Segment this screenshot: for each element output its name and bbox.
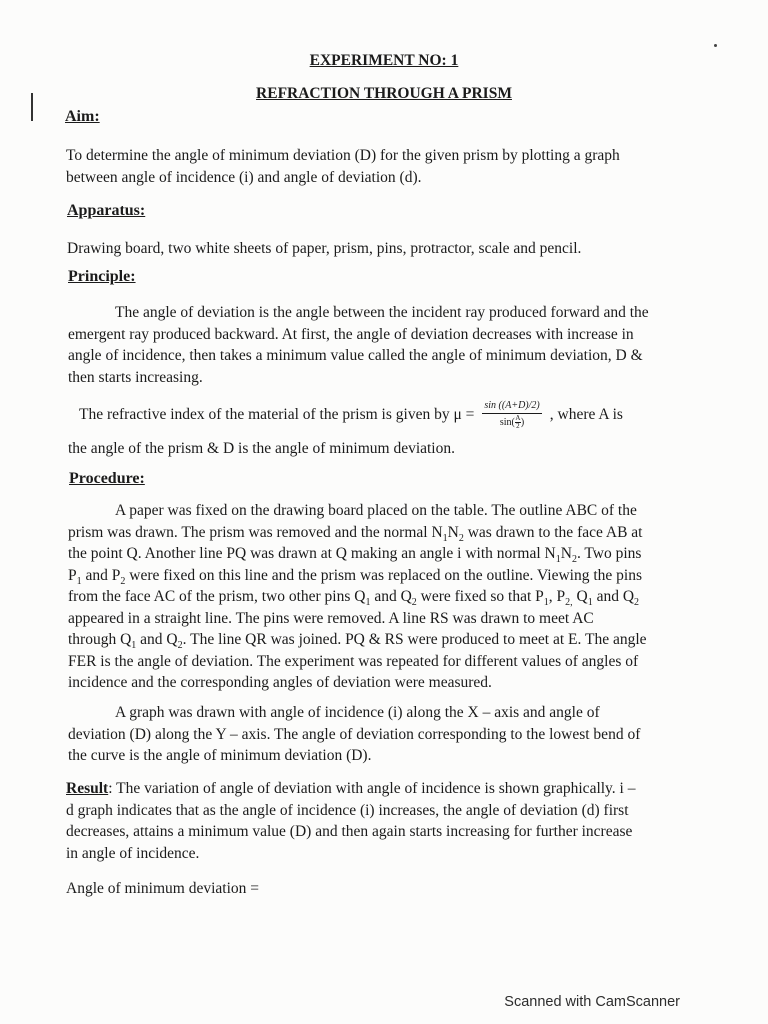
formula-prefix: The refractive index of the material of the prism is given by μ = — [79, 406, 475, 423]
procedure-line-9: incidence and the corresponding angles of deviation were measured. — [68, 674, 492, 691]
principle-line-3: angle of incidence, then takes a minimum value called the angle of minimum deviation, D & — [68, 347, 643, 364]
formula-suffix: , where A is — [549, 406, 623, 423]
principle-line-1: The angle of deviation is the angle between the incident ray produced forward and the — [115, 304, 649, 321]
result-section — [66, 778, 686, 864]
formula-continuation: the angle of the prism & D is the angle of minimum deviation. — [68, 440, 455, 457]
result-line-4: in angle of incidence. — [66, 844, 200, 862]
principle-line-4: then starts increasing. — [68, 368, 203, 386]
aim-line-2: between angle of incidence (i) and angle of deviation (d). — [66, 168, 422, 186]
experiment-title: EXPERIMENT NO: 1 — [309, 52, 459, 69]
result-heading: Result — [66, 780, 109, 797]
result-line-3: decreases, attains a minimum value (D) and then again starts increasing for further increase — [66, 823, 633, 840]
procedure-paragraph-2 — [68, 702, 684, 767]
procedure-line-5: from the face AC of the prism, two other pins $Q_1$ and $Q_2$ were fixed so that $P_1$, $P_{2,}$ $Q_1$ and $Q_2$ — [68, 588, 640, 609]
experiment-subtitle: REFRACTION THROUGH A PRISM — [256, 85, 512, 102]
aim-line-1: To determine the angle of minimum deviation (D) for the given prism by plotting a graph — [66, 147, 620, 164]
procedure-heading: Procedure: — [69, 470, 145, 487]
result-line-2: d graph indicates that as the angle of incidence (i) increases, the angle of deviation (d) first — [66, 801, 629, 819]
procedure-p2-line-2: deviation (D) along the Y – axis. The angle of deviation corresponding to the lowest bend of — [68, 725, 641, 743]
formula-fraction — [482, 400, 541, 430]
refractive-index-formula — [79, 400, 699, 430]
procedure-line-8: FER is the angle of deviation. The experiment was repeated for different values of angles of — [68, 652, 639, 670]
min-deviation-line: Angle of minimum deviation = — [66, 880, 259, 897]
aim-heading: Aim: — [65, 108, 100, 125]
procedure-p2-line-1: A graph was drawn with angle of incidence (i) along the X – axis and angle of — [115, 704, 600, 721]
procedure-line-1: A paper was fixed on the drawing board placed on the table. The outline ABC of the — [115, 502, 637, 519]
aim-text — [66, 145, 676, 188]
formula-denominator: sin( $\frac{A}{2}$ ) — [499, 414, 525, 430]
stray-mark — [714, 44, 717, 47]
procedure-paragraph-1 — [68, 500, 680, 694]
procedure-line-4: $P_1$ and $P_2$ were fixed on this line and the prism was replaced on the outline. Viewing the pins — [68, 566, 642, 587]
principle-line-2: emergent ray produced backward. At first, the angle of deviation decreases with increase in — [68, 325, 634, 343]
procedure-line-7: through $Q_1$ and $Q_2$. The line QR was joined. PQ & RS were produced to meet at E. The angle — [68, 631, 647, 652]
principle-text — [68, 302, 680, 388]
formula-numerator: sin ((A+D)/2) — [482, 400, 541, 414]
procedure-p2-line-3: the curve is the angle of minimum deviation (D). — [68, 747, 372, 764]
apparatus-heading: Apparatus: — [67, 202, 146, 219]
procedure-line-6: appeared in a straight line. The pins were removed. A line RS was drawn to meet AC — [68, 609, 594, 627]
apparatus-text: Drawing board, two white sheets of paper, prism, pins, protractor, scale and pencil. — [67, 240, 582, 257]
principle-heading: Principle: — [68, 268, 136, 285]
result-line-1: Result: The variation of angle of deviation with angle of incidence is shown graphically. i – — [66, 780, 636, 797]
procedure-line-2: prism was drawn. The prism was removed and the normal $N_1N_2$ was drawn to the face AB at — [68, 523, 643, 544]
procedure-line-3: the point Q. Another line PQ was drawn at Q making an angle i with normal $N_1N_2$. Two pins — [68, 545, 642, 566]
camscanner-watermark: Scanned with CamScanner — [504, 994, 680, 1010]
